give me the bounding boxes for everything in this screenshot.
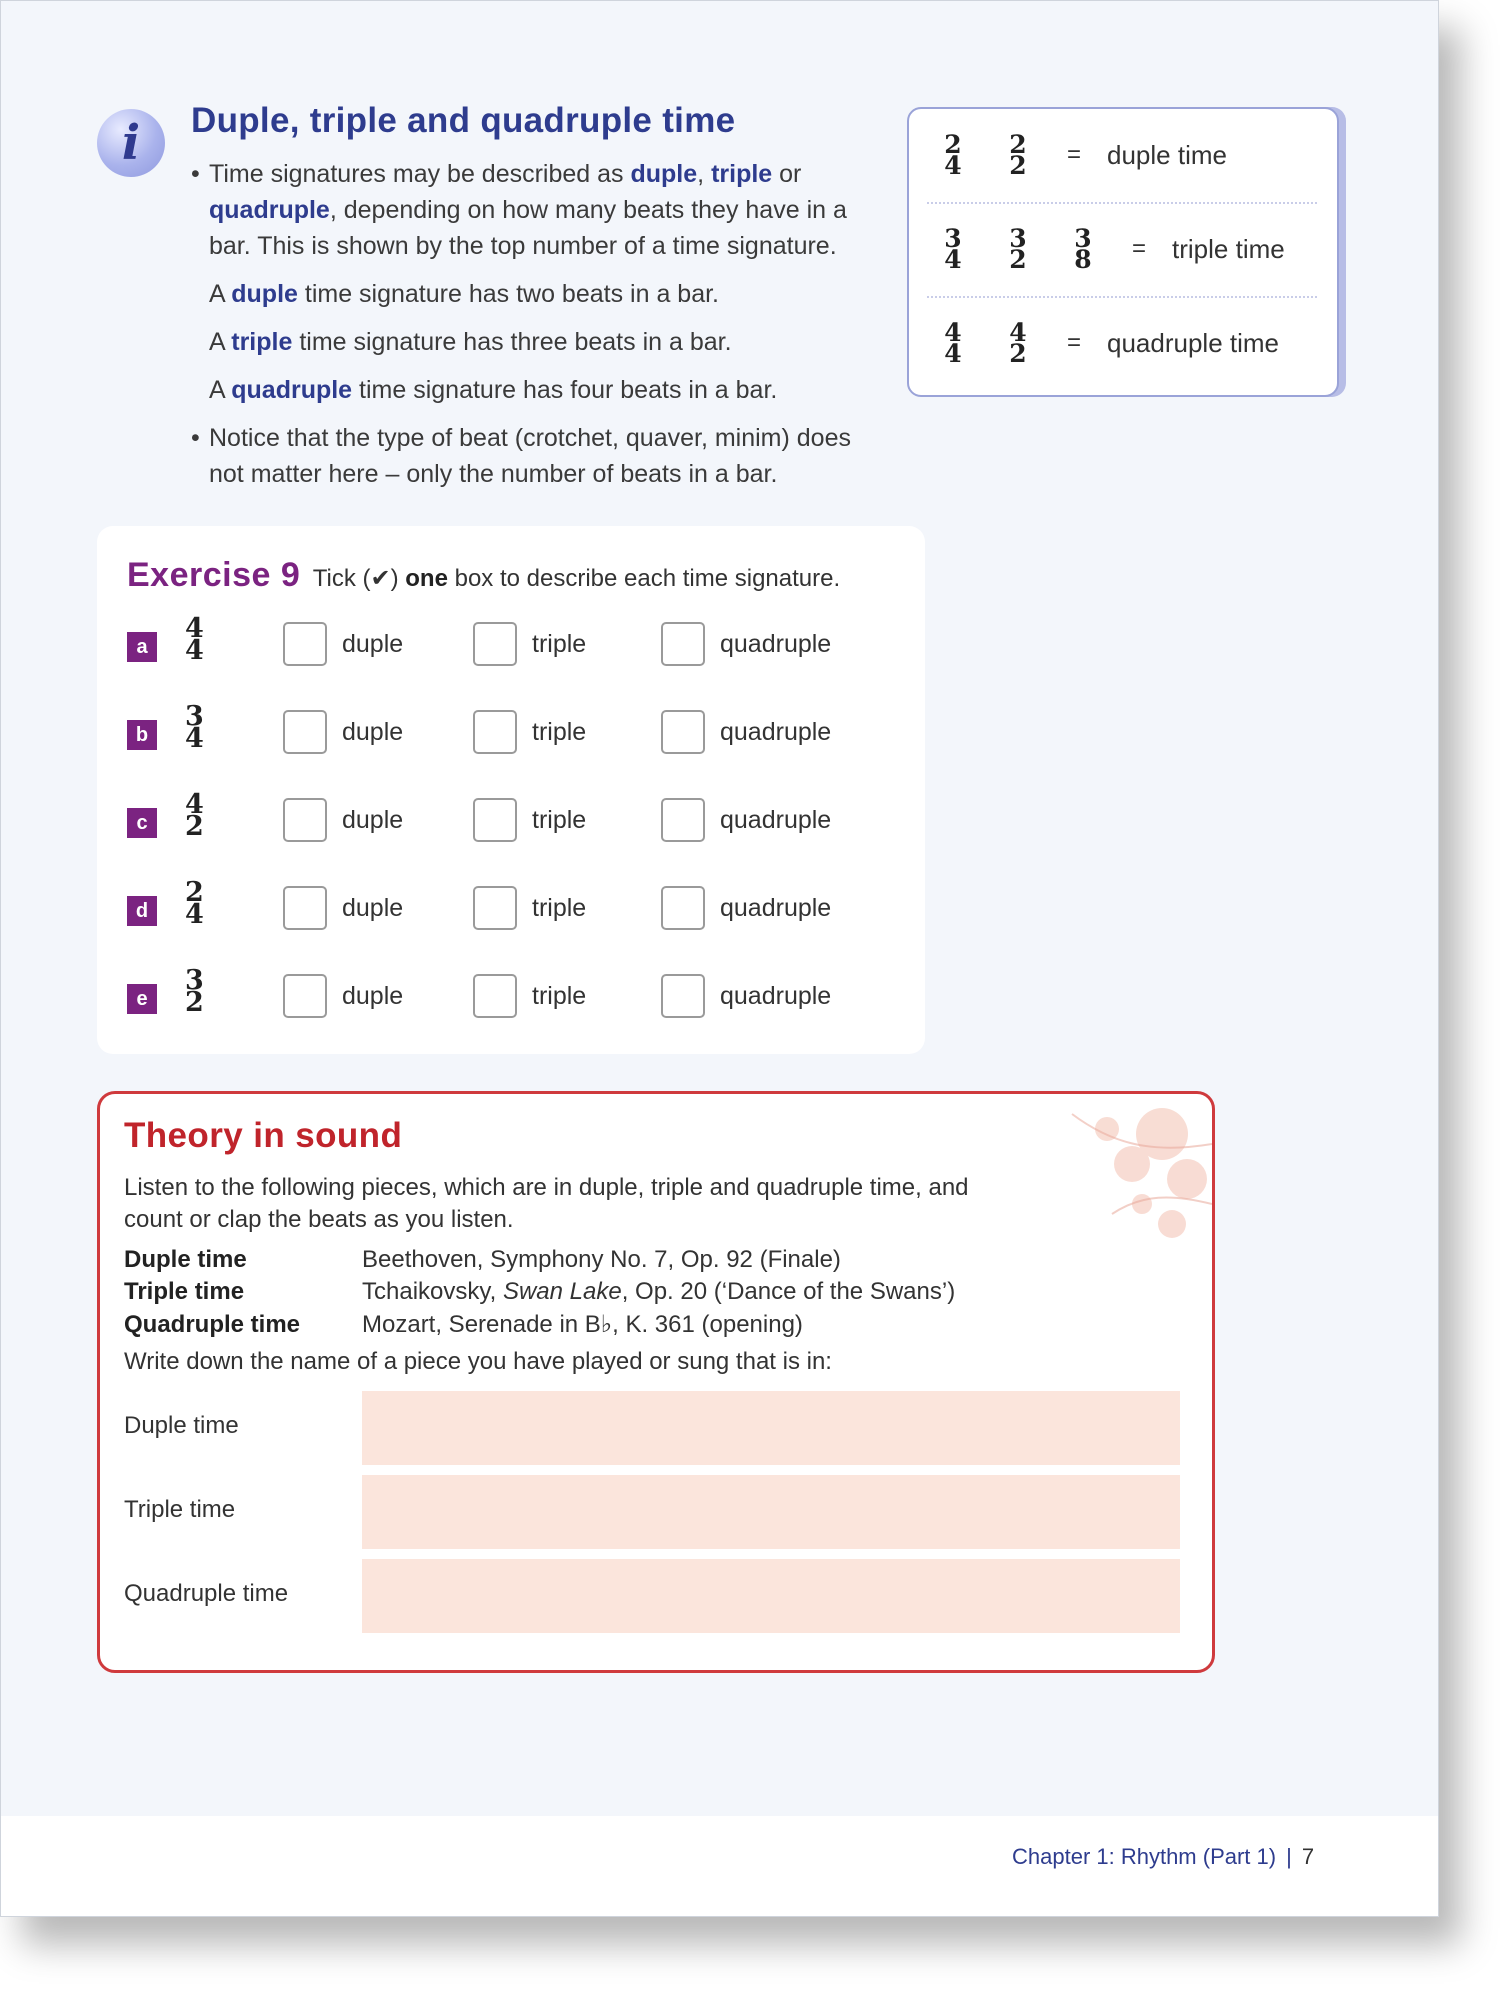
- time-signature: 3 2: [185, 965, 204, 1018]
- page-number: 7: [1301, 1844, 1315, 1869]
- equals-sign: =: [1067, 141, 1082, 168]
- blossom-decoration-icon: [1012, 1094, 1212, 1294]
- time-signature: 4 4: [185, 613, 204, 666]
- option-quadruple[interactable]: quadruple: [661, 798, 831, 842]
- exercise-row-a: [127, 613, 907, 676]
- checkbox[interactable]: [283, 622, 327, 666]
- question-letter: a: [127, 632, 157, 662]
- time-signature: 4 2: [1009, 318, 1027, 368]
- answer-label-quadruple: Quadruple time: [124, 1580, 289, 1607]
- checkbox[interactable]: [473, 622, 517, 666]
- checkbox[interactable]: [661, 798, 705, 842]
- keyword-duple: duple: [630, 160, 698, 188]
- piece-quadruple: Quadruple time Mozart, Serenade in B♭, K. 361 (opening): [124, 1311, 803, 1338]
- chapter-label: Chapter 1: Rhythm (Part 1): [1012, 1844, 1277, 1869]
- option-triple[interactable]: triple: [473, 710, 586, 754]
- checkbox[interactable]: [283, 710, 327, 754]
- ts-label: triple time: [1172, 233, 1285, 264]
- option-triple[interactable]: triple: [473, 974, 586, 1018]
- bullet-beat-type: • Notice that the type of beat (crotchet, quaver, minim) does not matter here – only the number of beats in a bar.: [191, 420, 891, 492]
- equals-sign: =: [1132, 235, 1147, 262]
- checkbox[interactable]: [283, 798, 327, 842]
- keyword-quadruple: quadruple: [209, 196, 330, 224]
- time-signature: 2 4: [944, 130, 962, 180]
- option-quadruple[interactable]: quadruple: [661, 886, 831, 930]
- time-signature: 2 2: [1009, 130, 1027, 180]
- exercise-row-e: [127, 965, 907, 1028]
- option-duple[interactable]: duple: [283, 710, 403, 754]
- time-signature: 3 2: [1009, 224, 1027, 274]
- section-title: Duple, triple and quadruple time: [191, 101, 736, 140]
- option-duple[interactable]: duple: [283, 622, 403, 666]
- keyword-triple: triple: [711, 160, 773, 188]
- page-footer: [1012, 1844, 1314, 1870]
- checkbox[interactable]: [661, 710, 705, 754]
- theory-in-sound-box: [97, 1091, 1215, 1673]
- option-duple[interactable]: duple: [283, 798, 403, 842]
- option-duple[interactable]: duple: [283, 886, 403, 930]
- option-triple[interactable]: triple: [473, 798, 586, 842]
- checkbox[interactable]: [661, 974, 705, 1018]
- checkbox[interactable]: [473, 886, 517, 930]
- time-signature: 3 8: [1074, 224, 1092, 274]
- checkbox[interactable]: [283, 886, 327, 930]
- option-duple[interactable]: duple: [283, 974, 403, 1018]
- time-signature-reference: [907, 107, 1339, 397]
- option-triple[interactable]: triple: [473, 622, 586, 666]
- theory-intro: Listen to the following pieces, which are in duple, triple and quadruple time, and count or clap the beats as you listen.: [124, 1174, 969, 1233]
- option-quadruple[interactable]: quadruple: [661, 974, 831, 1018]
- option-triple[interactable]: triple: [473, 886, 586, 930]
- theory-title: Theory in sound: [124, 1116, 403, 1155]
- tick-icon: ✔: [370, 565, 391, 592]
- answer-label-duple: Duple time: [124, 1412, 239, 1439]
- time-signature: 4 2: [185, 789, 204, 842]
- option-quadruple[interactable]: quadruple: [661, 622, 831, 666]
- exercise-title: Exercise 9: [127, 556, 301, 594]
- piece-triple: Triple time Tchaikovsky, Swan Lake, Op. 20 (‘Dance of the Swans’): [124, 1278, 956, 1305]
- checkbox[interactable]: [473, 974, 517, 1018]
- time-signature: 3 4: [944, 224, 962, 274]
- info-icon: i: [97, 109, 165, 177]
- checkbox[interactable]: [661, 622, 705, 666]
- bullet-time-signatures: • Time signatures may be described as duple, triple or quadruple, depending on how many beats they have in a bar. This is shown by the top number of a time signature.: [191, 156, 891, 264]
- question-letter: e: [127, 984, 157, 1014]
- definition-duple: A duple time signature has two beats in a bar.: [209, 280, 719, 308]
- time-signature: 4 4: [944, 318, 962, 368]
- info-text: [191, 156, 891, 492]
- answer-field-quadruple[interactable]: [362, 1559, 1180, 1633]
- exercise-row-b: [127, 701, 907, 764]
- checkbox[interactable]: [473, 798, 517, 842]
- exercise-panel: [97, 526, 925, 1054]
- answer-field-triple[interactable]: [362, 1475, 1180, 1549]
- exercise-header: [127, 556, 840, 595]
- ts-label: duple time: [1107, 139, 1227, 170]
- footer-separator: |: [1286, 1844, 1292, 1869]
- time-signature: 2 4: [185, 877, 204, 930]
- ts-label: quadruple time: [1107, 327, 1280, 358]
- equals-sign: =: [1067, 329, 1082, 356]
- checkbox[interactable]: [473, 710, 517, 754]
- definition-quadruple: A quadruple time signature has four beats in a bar.: [209, 376, 778, 404]
- ts-row-triple: [909, 203, 1337, 295]
- question-letter: c: [127, 808, 157, 838]
- option-quadruple[interactable]: quadruple: [661, 710, 831, 754]
- write-prompt: Write down the name of a piece you have played or sung that is in:: [124, 1348, 832, 1375]
- ts-row-duple: [909, 109, 1337, 201]
- question-letter: b: [127, 720, 157, 750]
- exercise-row-c: [127, 789, 907, 852]
- answer-label-triple: Triple time: [124, 1496, 236, 1523]
- answer-field-duple[interactable]: [362, 1391, 1180, 1465]
- exercise-row-d: [127, 877, 907, 940]
- checkbox[interactable]: [661, 886, 705, 930]
- checkbox[interactable]: [283, 974, 327, 1018]
- exercise-instructions: Tick (✔) one box to describe each time signature.: [312, 565, 841, 592]
- time-signature: 3 4: [185, 701, 204, 754]
- question-letter: d: [127, 896, 157, 926]
- definition-triple: A triple time signature has three beats in a bar.: [209, 328, 732, 356]
- piece-duple: Duple time Beethoven, Symphony No. 7, Op. 92 (Finale): [124, 1246, 841, 1273]
- ts-row-quadruple: [909, 297, 1337, 389]
